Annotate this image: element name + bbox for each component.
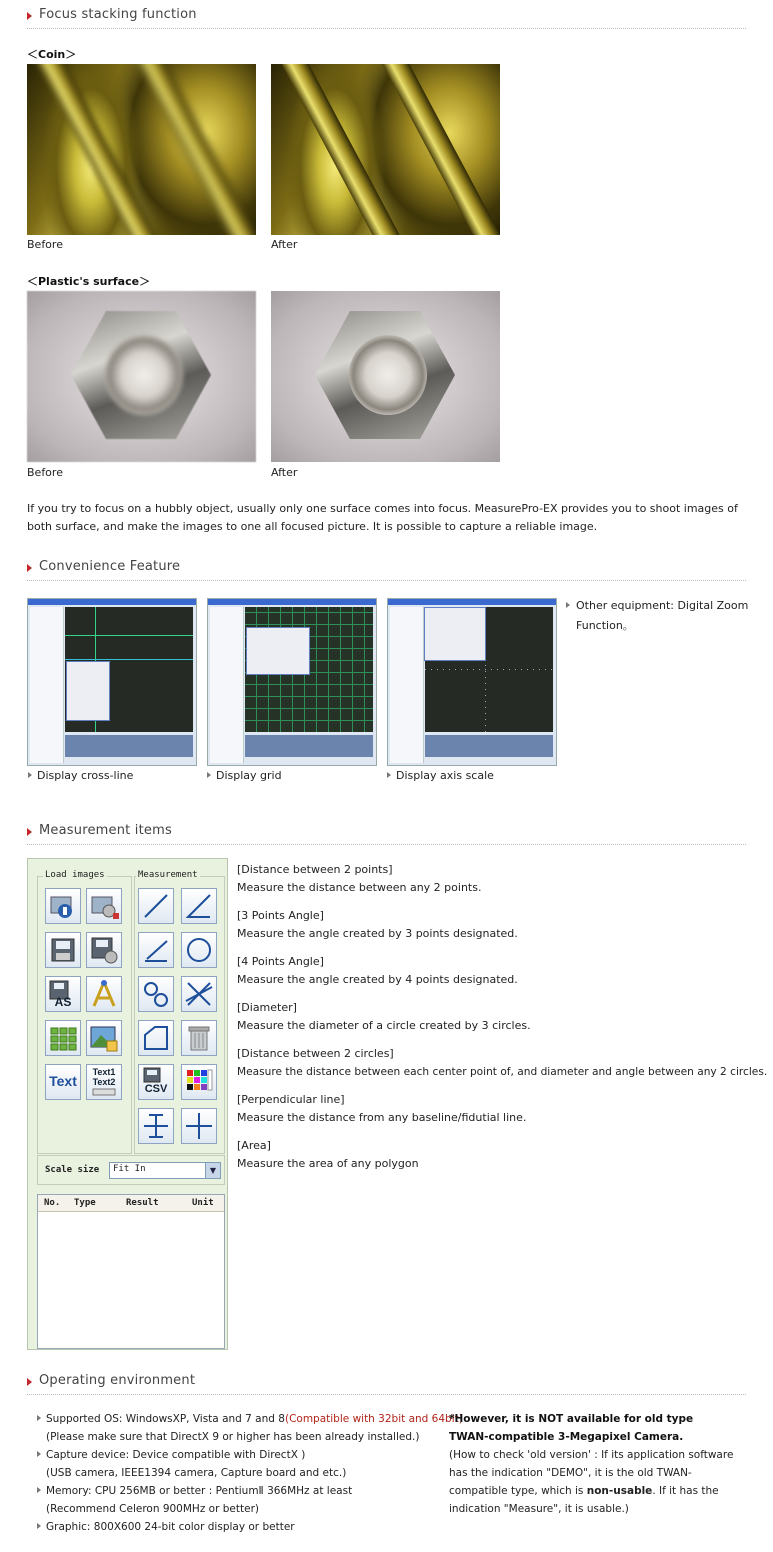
perpendicular-line-button[interactable]: [181, 976, 217, 1012]
bullet-arrow-icon: [37, 1415, 41, 1421]
section-marker-icon: [27, 12, 32, 20]
measurement-item: [237, 1137, 419, 1173]
non-usable-text: non-usable: [586, 1485, 653, 1497]
measurement-item-desc: Measure the angle created by 3 points designated.: [237, 927, 518, 940]
area-polygon-button[interactable]: [138, 1020, 174, 1056]
col-type[interactable]: Type: [74, 1198, 96, 1208]
axis-scale-caption: Display axis scale: [396, 769, 494, 782]
save-as-text: AS: [54, 995, 72, 1009]
section-convenience: [27, 558, 746, 581]
section-marker-icon: [27, 564, 32, 572]
measurement-item-desc: Measure the distance from any baseline/fidutial line.: [237, 1111, 527, 1124]
cross-line-caption: Display cross-line: [37, 769, 134, 782]
distance-2-points-button[interactable]: [138, 888, 174, 924]
measurement-item: [237, 907, 518, 943]
coin-after-caption: After: [271, 238, 298, 251]
grid-screenshot: [207, 598, 377, 766]
nut-after-photo: [271, 291, 500, 462]
os-compat-text: (Compatible with 32bit and 64bit): [284, 1413, 463, 1425]
memory-note: (Recommend Celeron 900MHz or better): [46, 1503, 259, 1515]
other-equipment-line2: Function。: [576, 619, 634, 632]
angle-4-points-button[interactable]: [138, 932, 174, 968]
bullet-arrow-icon: [37, 1451, 41, 1457]
caption-arrow-icon: [207, 772, 211, 778]
image-edit-button[interactable]: [86, 1020, 122, 1056]
plastic-label: ＜Plastic's surface＞: [27, 275, 151, 288]
compass-button[interactable]: [86, 976, 122, 1012]
scale-size-value: Fit In: [113, 1164, 146, 1174]
axis-scale-screenshot: [387, 598, 557, 766]
text1-text2-button[interactable]: [86, 1064, 122, 1100]
save-as-button[interactable]: [45, 976, 81, 1012]
save-image-button[interactable]: [45, 932, 81, 968]
capture-note: (USB camera, IEEE1394 camera, Capture board and etc.): [46, 1467, 347, 1479]
caption-arrow-icon: [387, 772, 391, 778]
measurement-item-desc: Measure the area of any polygon: [237, 1157, 419, 1170]
section-title: Measurement items: [39, 823, 172, 838]
measurement-item-title: [4 Points Angle]: [237, 955, 324, 968]
results-table-header: [38, 1195, 224, 1212]
grid-caption: Display grid: [216, 769, 282, 782]
caption-arrow-icon: [28, 772, 32, 778]
coin-label: ＜Coin＞: [27, 48, 77, 61]
check-line3-end: . If it has the: [652, 1485, 719, 1497]
text-button[interactable]: [45, 1064, 81, 1100]
section-marker-icon: [27, 828, 32, 836]
section-marker-icon: [27, 1378, 32, 1386]
nut-before-caption: Before: [27, 466, 63, 479]
section-measurement: [27, 822, 746, 845]
save-settings-button[interactable]: [86, 932, 122, 968]
chevron-down-icon[interactable]: ▼: [205, 1163, 220, 1178]
check-line3-start: compatible type, which is: [449, 1485, 587, 1497]
check-line3: [449, 1482, 719, 1500]
coin-after-photo: [271, 64, 500, 235]
scale-size-label: Scale size: [45, 1165, 100, 1175]
measurement-item-title: [3 Points Angle]: [237, 909, 324, 922]
nut-before-photo: [27, 291, 256, 462]
focus-description: If you try to focus on a hubbly object, usually only one surface comes into focus. MeasurePro-EX provides you to shoot images of both surface, and make the images to one all focused picture. It is possible to capture a reliable image.: [27, 502, 738, 533]
col-result[interactable]: Result: [126, 1198, 159, 1208]
section-title: Operating environment: [39, 1373, 196, 1388]
section-focus-stacking: [27, 6, 746, 29]
measurement-item-desc: Measure the distance between each center point of, and diameter and angle between any 2 circles.: [237, 1066, 768, 1078]
crosshair-button[interactable]: [181, 1108, 217, 1144]
csv-label: CSV: [144, 1083, 168, 1095]
color-palette-button[interactable]: [181, 1064, 217, 1100]
measurement-toolbar-panel: [27, 858, 228, 1350]
measurement-item-title: [Area]: [237, 1139, 271, 1152]
measurement-item-title: [Distance between 2 circles]: [237, 1047, 394, 1060]
other-equipment-line1: Other equipment: Digital Zoom: [576, 599, 749, 612]
bullet-arrow-icon: [37, 1487, 41, 1493]
measurement-item: [237, 1045, 767, 1081]
nut-after-caption: After: [271, 466, 298, 479]
scale-size-select[interactable]: [109, 1162, 221, 1179]
text2-label: Text2: [92, 1077, 116, 1087]
crosshair-move-button[interactable]: [138, 1108, 174, 1144]
os-text: Supported OS: WindowsXP, Vista and 7 and 8: [46, 1413, 285, 1425]
graphic: Graphic: 800X600 24-bit color display or better: [46, 1521, 295, 1533]
angle-3-points-button[interactable]: [181, 888, 217, 924]
check-line4: indication "Measure", it is usable.): [449, 1503, 629, 1515]
section-title: Convenience Feature: [39, 559, 181, 574]
bullet-arrow-icon: [37, 1523, 41, 1529]
bullet-arrow-icon: [566, 602, 570, 608]
col-unit[interactable]: Unit: [192, 1198, 214, 1208]
load-image-button[interactable]: [45, 888, 81, 924]
trash-icon[interactable]: [181, 1020, 217, 1056]
text1-label: Text1: [92, 1067, 116, 1077]
diameter-button[interactable]: [181, 932, 217, 968]
results-table: [37, 1194, 225, 1349]
cross-line-screenshot: [27, 598, 197, 766]
measurement-item: [237, 953, 518, 989]
check-line2: has the indication "DEMO", it is the old TWAN-: [449, 1467, 692, 1479]
text-button-label: Text: [49, 1073, 77, 1089]
measurement-item-desc: Measure the diameter of a circle created by 3 circles.: [237, 1019, 531, 1032]
measurement-item-desc: Measure the distance between any 2 points.: [237, 881, 482, 894]
measurement-item: [237, 861, 481, 897]
capture-device: Capture device: Device compatible with DirectX ): [46, 1449, 306, 1461]
distance-2-circles-button[interactable]: [138, 976, 174, 1012]
measurement-item-title: [Diameter]: [237, 1001, 297, 1014]
measurement-item-title: [Perpendicular line]: [237, 1093, 345, 1106]
os-note: (Please make sure that DirectX 9 or higher has been already installed.): [46, 1431, 420, 1443]
measurement-item-desc: Measure the angle created by 4 points designated.: [237, 973, 518, 986]
coin-before-caption: Before: [27, 238, 63, 251]
measurement-label: Measurement: [138, 870, 198, 880]
load-images-label: Load images: [45, 870, 105, 880]
measurement-item: [237, 999, 531, 1035]
warning-line2: TWAN-compatible 3-Megapixel Camera.: [449, 1431, 684, 1443]
coin-before-photo: [27, 64, 256, 235]
os-line: [46, 1410, 463, 1428]
measurement-item: [237, 1091, 526, 1127]
memory: Memory: CPU 256MB or better : PentiumⅡ 366MHz at least: [46, 1485, 353, 1497]
warning-line1: *However, it is NOT available for old type: [449, 1413, 694, 1425]
export-csv-button[interactable]: [138, 1064, 174, 1100]
camera-settings-button[interactable]: [86, 888, 122, 924]
section-title: Focus stacking function: [39, 7, 197, 22]
check-line1: (How to check 'old version' : If its application software: [449, 1449, 734, 1461]
measurement-item-title: [Distance between 2 points]: [237, 863, 393, 876]
section-operating-environment: [27, 1372, 746, 1395]
col-no[interactable]: No.: [44, 1198, 61, 1208]
grid-button[interactable]: [45, 1020, 81, 1056]
